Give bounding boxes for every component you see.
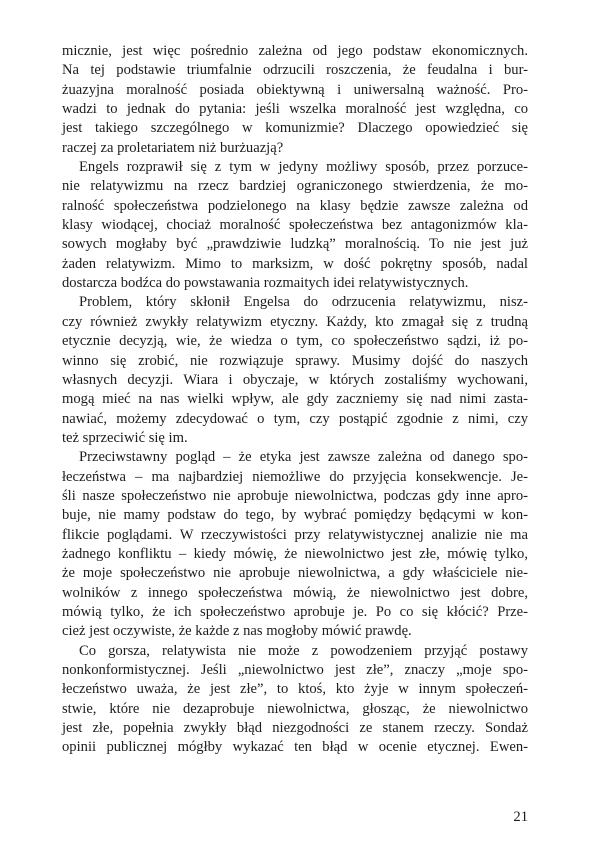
text-line: wolników z innego społeczeństwa mówią, że niewolnictwo jest dobre, bbox=[62, 584, 528, 601]
text-line: też sprzeciwić się im. bbox=[62, 429, 188, 446]
text-line: nawiać, możemy zdecydować o tym, czy postąpić zgodnie z nimi, czy bbox=[62, 410, 528, 427]
text-line: czy również zwykły relatywizm etyczny. Każdy, kto zmagał się z trudną bbox=[62, 313, 528, 330]
text-line: flikcie poglądami. W rzeczywistości przy relatywistycznej analizie nie ma bbox=[62, 526, 528, 543]
text-line: buje, nie mamy podstaw do tego, by wybrać pomiędzy będącymi w kon- bbox=[62, 507, 528, 524]
paragraph bbox=[62, 42, 528, 158]
text-line: nonkonformistycznej. Jeśli „niewolnictwo jest złe”, znaczy „moje spo- bbox=[62, 662, 528, 678]
text-line: Engels rozprawił się z tym w jedyny możliwy sposób, przez porzuce- bbox=[79, 159, 528, 176]
paragraph bbox=[62, 642, 528, 758]
text-line: żaden relatywizm. Mimo to marksizm, w dość pokrętny sposób, nadal bbox=[62, 255, 528, 272]
text-line: nie relatywizmu na rzecz bardziej ograniczonego stwierdzenia, że mo- bbox=[62, 178, 528, 195]
paragraph bbox=[62, 293, 528, 448]
text-line: raczej za proletariatem niż burżuazją? bbox=[62, 139, 284, 156]
text-line: jest złe, popełnia zwykły błąd niezgodności ze stanem rzeczy. Sondaż bbox=[62, 720, 528, 737]
text-line: Przeciwstawny pogląd – że etyka jest zawsze zależna od danego spo- bbox=[79, 449, 528, 466]
paragraph bbox=[62, 158, 528, 293]
text-line: wadzi to jednak do pytania: jeśli wszelka moralność jest względna, co bbox=[62, 101, 528, 118]
text-line: Na tej podstawie triumfalnie odrzucili roszczenia, że feudalna i bur- bbox=[62, 62, 528, 79]
body-text bbox=[62, 42, 528, 758]
text-line: jest takiego szczególnego w komunizmie? Dlaczego opowiedzieć się bbox=[62, 120, 528, 137]
text-line: żuazyjna moralność posiada obiektywną i uniwersalną ważność. Pro- bbox=[62, 81, 528, 98]
text-line: klasy wiodącej, chociaż moralność społeczeństwa bez antagonizmów kla- bbox=[62, 217, 528, 234]
page-number: 21 bbox=[513, 809, 528, 825]
text-line: Co gorsza, relatywista nie może z powodzeniem przyjąć postawy bbox=[79, 642, 528, 659]
text-line: opinii publicznej mógłby wykazać ten błąd w ocenie etycznej. Ewen- bbox=[62, 739, 528, 756]
text-line: że moje społeczeństwo nie aprobuje niewolnictwa, a gdy właściciele nie- bbox=[62, 565, 528, 582]
text-line: ralność społeczeństwa podzielonego na klasy będzie zawsze zależna od bbox=[62, 197, 528, 214]
text-line: Problem, który skłonił Engelsa do odrzucenia relatywizmu, nisz- bbox=[79, 294, 528, 311]
text-line: śli nasze społeczeństwo nie aprobuje niewolnictwa, podczas gdy inne apro- bbox=[62, 487, 528, 504]
text-line: etycznie decyzją, wie, że wiedza o tym, co społeczeństwo sądzi, iż po- bbox=[62, 333, 528, 350]
text-line: łeczeństwa – ma najbardziej niemożliwe do przyjęcia konsekwencje. Je- bbox=[62, 468, 528, 485]
text-line: cież jest oczywiste, że każde z nas mogłoby mówić prawdę. bbox=[62, 623, 412, 640]
text-line: stwie, które nie dezaprobuje niewolnictwa, głosząc, że niewolnictwo bbox=[62, 700, 528, 717]
text-line: dostarcza bodźca do powstawania rozmaitych idei relatywistycznych. bbox=[62, 275, 469, 292]
text-line: żadnego konfliktu – kiedy mówię, że niewolnictwo jest złe, mówię tylko, bbox=[62, 545, 528, 562]
text-line: sowych mogłaby być „prawdziwie ludzką” moralnością. To nie jest już bbox=[62, 236, 528, 253]
text-line: mogą mieć na nas wielki wpływ, ale gdy zaczniemy się nad nimi zasta- bbox=[62, 391, 528, 408]
text-line: micznie, jest więc pośrednio zależna od jego podstaw ekonomicznych. bbox=[62, 43, 528, 59]
text-line: winno się zrobić, nie rozwiązuje sprawy. Musimy dojść do naszych bbox=[62, 352, 528, 369]
paragraph bbox=[62, 448, 528, 641]
text-line: łeczeństwo uważa, że jest złe”, to ktoś, kto żyje w innym społeczeń- bbox=[62, 681, 528, 698]
text-line: własnych decyzji. Wiara i obyczaje, w których zostaliśmy wychowani, bbox=[62, 371, 528, 388]
text-line: mówią tylko, że ich społeczeństwo aprobuje je. Po co się kłócić? Prze- bbox=[62, 603, 528, 620]
